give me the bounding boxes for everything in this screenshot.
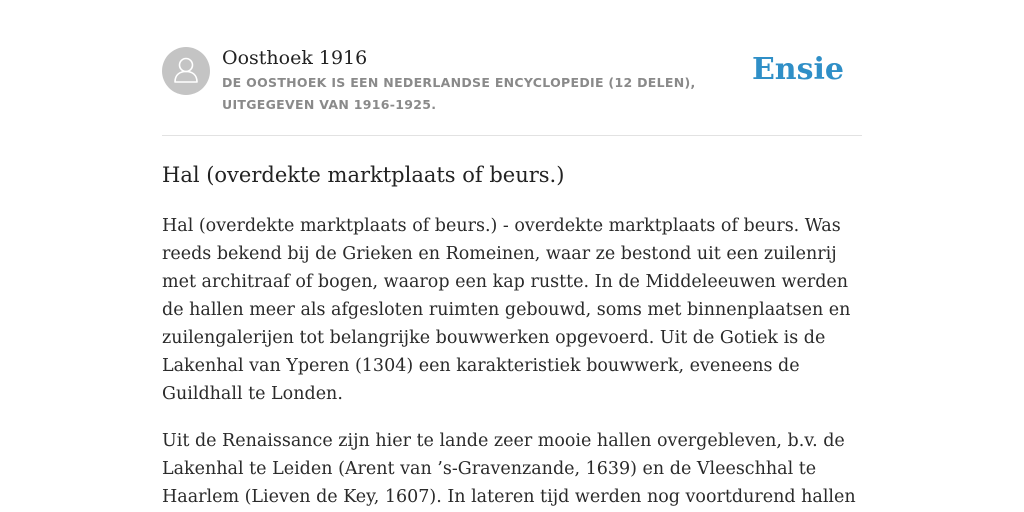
source-header bbox=[162, 46, 862, 116]
article-paragraph-2: Uit de Renaissance zijn hier te lande zeer mooie hallen overgebleven, b.v. de Lakenhal te Leiden (Arent van ’s-Gravenzande, 1639) en de Vleeschhal te Haarlem (Lieven de Key, 1607). In lateren tijd werden nog voortdurend hallen bbox=[162, 431, 856, 507]
source-avatar[interactable] bbox=[162, 47, 210, 95]
source-title[interactable]: Oosthoek 1916 bbox=[222, 47, 368, 69]
user-silhouette-icon bbox=[162, 47, 210, 95]
article-title: Hal (overdekte marktplaats of beurs.) bbox=[162, 163, 565, 187]
article-body bbox=[162, 212, 862, 512]
header-divider bbox=[162, 135, 862, 136]
article-paragraph-1: Hal (overdekte marktplaats of beurs.) - overdekte marktplaats of beurs. Was reeds bekend bij de Grieken en Romeinen, waar ze bestond uit een zuilenrij met architraaf of bogen, waarop een kap rustte. In de Middeleeuwen werden de hallen meer als afgesloten ruimten gebouwd, soms met binnenplaatsen en zuilengalerijen tot belangrijke bouwwerken opgevoerd. Uit de Gotiek is de Lakenhal van Yperen (1304) een karakteristiek bouwwerk, eveneens de Guildhall te Londen. bbox=[162, 216, 851, 404]
source-description: DE OOSTHOEK IS EEN NEDERLANDSE ENCYCLOPEDIE (12 DELEN), UITGEGEVEN VAN 1916-1925. bbox=[222, 75, 696, 112]
brand-logo[interactable]: Ensie bbox=[751, 52, 844, 87]
